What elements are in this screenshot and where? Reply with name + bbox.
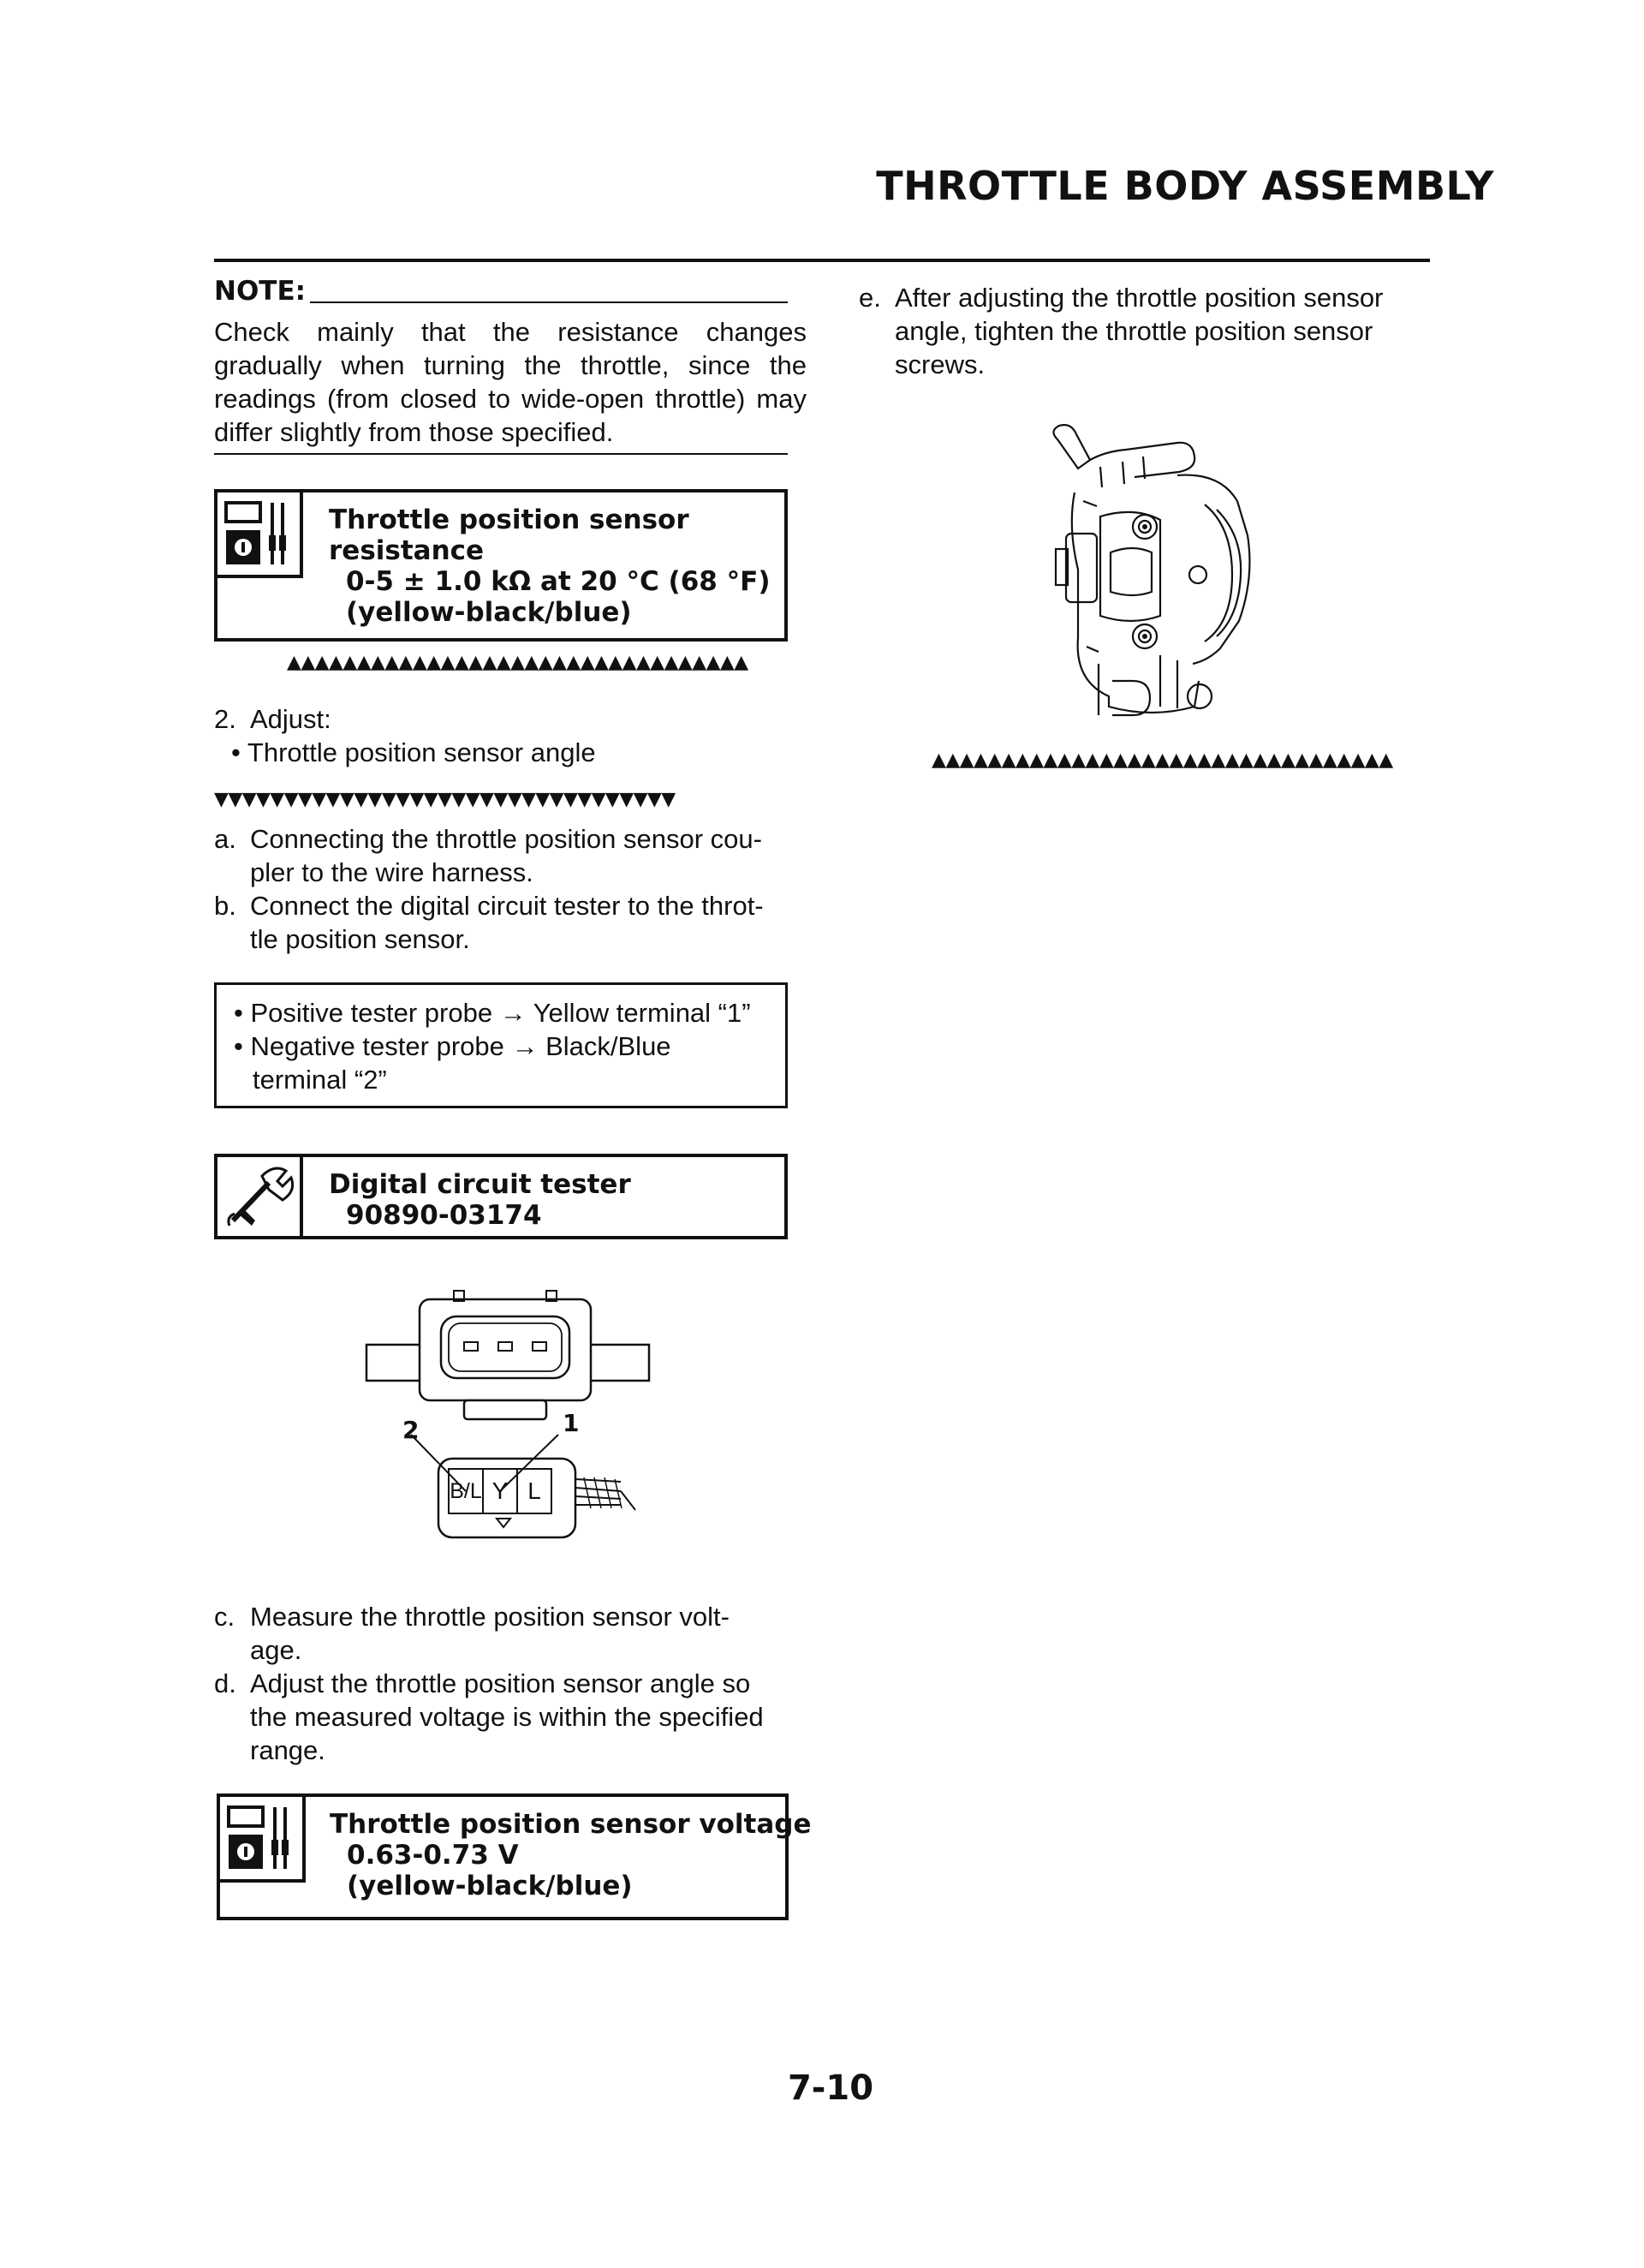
pin-blue: L bbox=[527, 1477, 541, 1504]
step-c-line1: Measure the throttle position sensor volt- bbox=[250, 1602, 730, 1632]
resistance-spec-box bbox=[214, 489, 788, 642]
voltage-spec-title: Throttle position sensor voltage bbox=[330, 1809, 812, 1840]
step-e-line3: screws. bbox=[895, 349, 986, 379]
tool-spec-box bbox=[214, 1154, 788, 1239]
step-b-label: b. bbox=[214, 891, 236, 921]
step-e-line2: angle, tighten the throttle position sensor bbox=[895, 316, 1373, 346]
resistance-spec-title-2: resistance bbox=[329, 535, 485, 566]
note-text: Check mainly that the resistance changes gradually when turning the throttle, since the readings (from closed to wide-open throttle) may differ slightly from those specified. bbox=[214, 317, 807, 447]
tool-name: Digital circuit tester bbox=[329, 1169, 631, 1200]
step-2-text: Adjust: bbox=[250, 704, 331, 734]
voltage-spec-value: 0.63-0.73 V bbox=[347, 1840, 519, 1871]
connector-label-1: 1 bbox=[563, 1409, 580, 1437]
step-d-line3: range. bbox=[250, 1735, 325, 1765]
throttle-body-illustration bbox=[1049, 424, 1289, 728]
voltage-spec-wires: (yellow-black/blue) bbox=[347, 1871, 633, 1901]
step-d-line1: Adjust the throttle position sensor angle so bbox=[250, 1668, 751, 1698]
resistance-spec-value: 0-5 ± 1.0 kΩ at 20 °C (68 °F) bbox=[346, 566, 771, 597]
tool-part-number: 90890-03174 bbox=[346, 1200, 542, 1231]
wrench-icon bbox=[217, 1157, 303, 1236]
note-end-rule bbox=[214, 453, 788, 455]
step-b-line2: tle position sensor. bbox=[250, 924, 470, 954]
step-c-label: c. bbox=[214, 1602, 235, 1632]
step-d-label: d. bbox=[214, 1668, 236, 1698]
step-b-line1: Connect the digital circuit tester to the throt- bbox=[250, 891, 764, 921]
resistance-spec-title-1: Throttle position sensor bbox=[329, 504, 689, 535]
step-a-line2: pler to the wire harness. bbox=[250, 857, 533, 887]
resistance-spec-wires: (yellow-black/blue) bbox=[346, 597, 632, 628]
multimeter-icon-2 bbox=[220, 1797, 306, 1883]
note-label: NOTE: bbox=[214, 276, 307, 307]
pin-black-blue: B/L bbox=[450, 1479, 482, 1503]
step-d-line2: the measured voltage is within the specified bbox=[250, 1702, 764, 1732]
connector-label-2: 2 bbox=[402, 1416, 420, 1444]
start-marker-down: ▼▼▼▼▼▼▼▼▼▼▼▼▼▼▼▼▼▼▼▼▼▼▼▼▼▼▼▼▼▼▼▼▼ bbox=[214, 790, 676, 810]
probe-connection-box bbox=[214, 982, 788, 1108]
step-a-label: a. bbox=[214, 824, 236, 854]
end-marker-up-1: ▲▲▲▲▲▲▲▲▲▲▲▲▲▲▲▲▲▲▲▲▲▲▲▲▲▲▲▲▲▲▲▲▲ bbox=[287, 653, 748, 673]
step-c-line2: age. bbox=[250, 1635, 302, 1665]
step-2-bullet: • Throttle position sensor angle bbox=[231, 737, 596, 767]
note-underline bbox=[310, 301, 788, 303]
header-rule bbox=[214, 259, 1430, 262]
probe-negative: • Negative tester probe → Black/Blue bbox=[234, 1031, 671, 1061]
step-e-label: e. bbox=[859, 283, 881, 313]
page-number: 7-10 bbox=[787, 2068, 874, 2108]
probe-negative-terminal: terminal “2” bbox=[253, 1065, 387, 1095]
connector-diagram bbox=[360, 1289, 651, 1546]
step-a-line1: Connecting the throttle position sensor cou- bbox=[250, 824, 762, 854]
step-e-line1: After adjusting the throttle position sensor bbox=[895, 283, 1384, 313]
step-2-number: 2. bbox=[214, 704, 236, 734]
pin-yellow: Y bbox=[491, 1477, 509, 1504]
probe-positive: • Positive tester probe → Yellow terminal “1” bbox=[234, 998, 751, 1028]
page-header-title: THROTTLE BODY ASSEMBLY bbox=[876, 163, 1494, 209]
end-marker-up-2: ▲▲▲▲▲▲▲▲▲▲▲▲▲▲▲▲▲▲▲▲▲▲▲▲▲▲▲▲▲▲▲▲▲ bbox=[932, 750, 1393, 771]
voltage-spec-box bbox=[217, 1794, 812, 1920]
multimeter-icon bbox=[217, 492, 303, 578]
